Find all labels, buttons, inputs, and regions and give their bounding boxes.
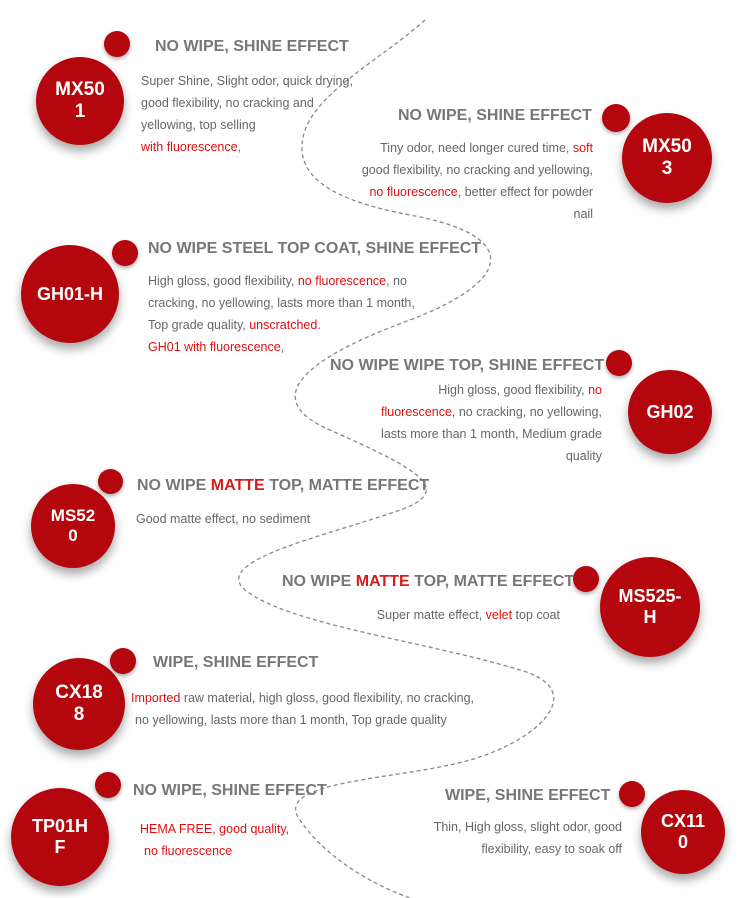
product-title: WIPE, SHINE EFFECT [445, 787, 611, 804]
product-description: Good matte effect, no sediment [136, 512, 311, 526]
product-description: Thin, High gloss, slight odor, good flexibility, easy to soak off [433, 820, 622, 856]
product-description: High gloss, good flexibility, no fluorescence, no cracking, no yellowing, lasts more than 1 month, Top grade quality, unscratched. GH01 with fluorescence, [148, 274, 415, 354]
product-description: HEMA FREE, good quality, no fluorescence [140, 822, 290, 858]
product-title: NO WIPE MATTE TOP, MATTE EFFECT [137, 477, 430, 494]
product-title: NO WIPE, SHINE EFFECT [155, 38, 349, 55]
accent-dot [606, 350, 632, 376]
product-description: Tiny odor, need longer cured time, soft good flexibility, no cracking and yellowing, no fluorescence, better effect for powder nail [361, 141, 593, 221]
product-description: High gloss, good flexibility, no fluorescence, no cracking, no yellowing, lasts more than 1 month, Medium grade quality [381, 383, 602, 463]
product-code-badge: MS52 0 [31, 484, 115, 568]
accent-dot [110, 648, 136, 674]
product-description: Super Shine, Slight odor, quick drying, good flexibility, no cracking and yellowing, top selling with fluorescence, [141, 74, 353, 154]
accent-dot [95, 772, 121, 798]
accent-dot [112, 240, 138, 266]
product-title: NO WIPE, SHINE EFFECT [398, 107, 592, 124]
accent-dot [619, 781, 645, 807]
product-code-badge: CX11 0 [641, 790, 725, 874]
product-code-badge: MX50 3 [622, 113, 712, 203]
accent-dot [98, 469, 123, 494]
product-title: NO WIPE, SHINE EFFECT [133, 782, 327, 799]
product-title: NO WIPE WIPE TOP, SHINE EFFECT [330, 357, 605, 374]
product-code-badge: MX50 1 [36, 57, 124, 145]
accent-dot [573, 566, 599, 592]
product-description: Imported raw material, high gloss, good flexibility, no cracking, no yellowing, lasts more than 1 month, Top grade quality [131, 691, 474, 727]
accent-dot [104, 31, 130, 57]
product-code-badge: TP01H F [11, 788, 109, 886]
product-title: NO WIPE MATTE TOP, MATTE EFFECT [282, 573, 575, 590]
product-description: Super matte effect, velet top coat [376, 608, 560, 622]
product-code-badge: GH01-H [21, 245, 119, 343]
product-title: NO WIPE STEEL TOP COAT, SHINE EFFECT [148, 240, 482, 257]
product-code-badge: GH02 [628, 370, 712, 454]
product-title: WIPE, SHINE EFFECT [153, 654, 319, 671]
accent-dot [602, 104, 630, 132]
product-code-badge: CX18 8 [33, 658, 125, 750]
product-code-badge: MS525- H [600, 557, 700, 657]
